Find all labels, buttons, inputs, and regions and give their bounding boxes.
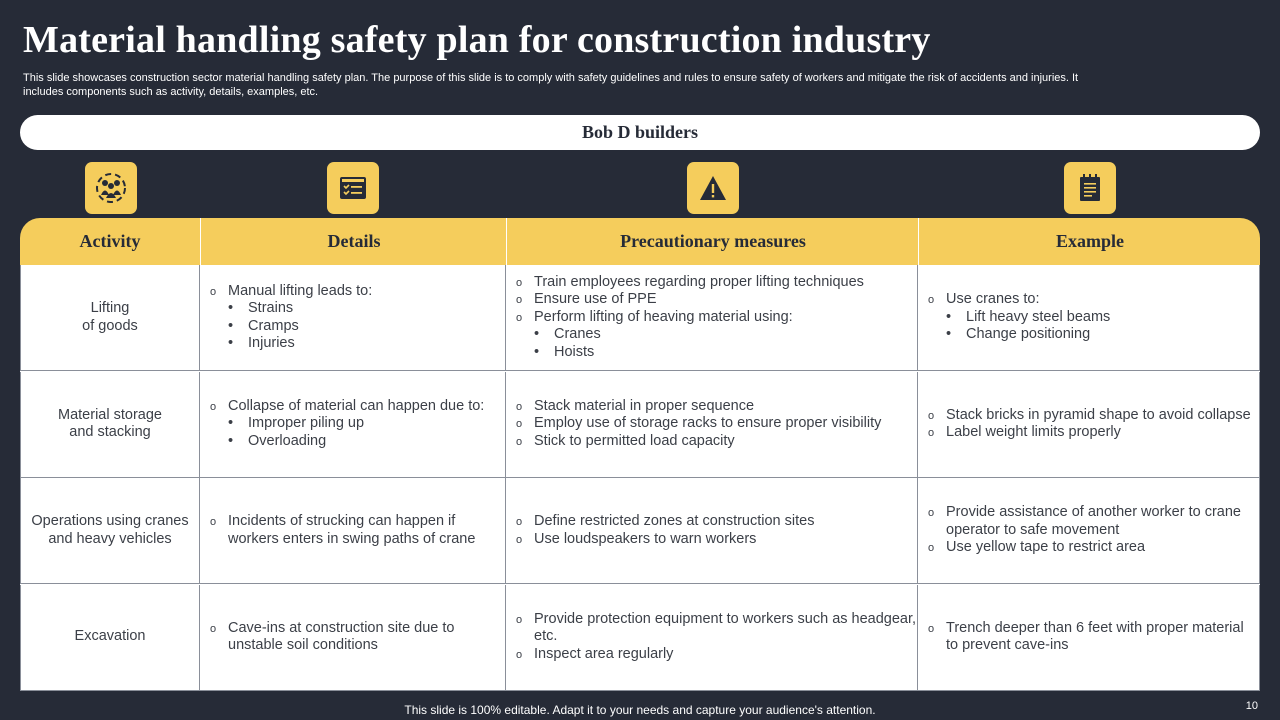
list-item: • Strains	[210, 300, 372, 318]
activity-cell	[20, 585, 200, 691]
company-name: Bob D builders	[581, 122, 699, 142]
header-precautionary-measures: Precautionary measures	[506, 218, 919, 265]
header-example: Example	[918, 218, 1261, 265]
table-body	[20, 265, 1260, 691]
example-list	[918, 291, 1110, 344]
safety-plan-table	[20, 218, 1260, 691]
list-item: • Cramps	[210, 318, 372, 336]
list-item: • Lift heavy steel beams	[928, 309, 1110, 327]
table-row	[20, 585, 1260, 691]
activity-cell	[20, 265, 200, 371]
details-list	[200, 398, 484, 451]
footer-note: This slide is 100% editable. Adapt it to your needs and capture your audience's attention.	[404, 703, 876, 717]
details-list	[200, 620, 505, 655]
measures-list	[506, 513, 814, 548]
list-item: o Use loudspeakers to warn workers	[516, 531, 814, 549]
list-item: • Overloading	[210, 433, 484, 451]
list-item: o Collapse of material can happen due to:	[210, 398, 484, 416]
example-list	[918, 504, 1259, 557]
example-cell	[918, 265, 1260, 371]
list-item: o Incidents of strucking can happen if workers enters in swing paths of crane	[210, 513, 505, 548]
list-item: o Define restricted zones at construction sites	[516, 513, 814, 531]
company-banner	[20, 115, 1260, 150]
list-item: o Provide assistance of another worker to crane operator to safe movement	[928, 504, 1259, 539]
list-item: o Stack material in proper sequence	[516, 398, 881, 416]
example-list	[918, 620, 1259, 655]
list-item: o Inspect area regularly	[516, 646, 917, 664]
list-item: o Trench deeper than 6 feet with proper material to prevent cave-ins	[928, 620, 1259, 655]
measures-cell	[506, 478, 918, 584]
activity-cell	[20, 478, 200, 584]
notepad-icon	[1064, 162, 1116, 214]
measures-cell	[506, 585, 918, 691]
list-item: o Label weight limits properly	[928, 424, 1251, 442]
workers-icon	[85, 162, 137, 214]
example-cell	[918, 585, 1260, 691]
list-item: • Injuries	[210, 335, 372, 353]
list-item: o Use yellow tape to restrict area	[928, 539, 1259, 557]
table-header	[20, 218, 1260, 265]
example-cell	[918, 478, 1260, 584]
details-cell	[200, 372, 506, 478]
list-item: o Employ use of storage racks to ensure proper visibility	[516, 415, 881, 433]
list-item: o Provide protection equipment to workers such as headgear, etc.	[516, 611, 917, 646]
example-list	[918, 407, 1251, 442]
details-cell	[200, 478, 506, 584]
header-details: Details	[200, 218, 507, 265]
list-item: o Stack bricks in pyramid shape to avoid collapse	[928, 407, 1251, 425]
activity-label: Excavation	[74, 628, 146, 645]
list-item: o Use cranes to:	[928, 291, 1110, 309]
list-item: • Hoists	[516, 344, 864, 362]
list-item: • Cranes	[516, 326, 864, 344]
warning-icon	[687, 162, 739, 214]
list-item: o Cave-ins at construction site due to unstable soil conditions	[210, 620, 505, 655]
slide-subtitle: This slide showcases construction sector material handling safety plan. The purpose of this slide is to comply with safety guidelines and rules to ensure safety of workers and mitigate the risk of accidents and injuries. It includes components such as activity, details, examples, etc.	[23, 72, 1079, 98]
header-activity: Activity	[79, 231, 141, 251]
activity-label: Operations using cranes and heavy vehicles	[31, 513, 189, 547]
measures-cell	[506, 372, 918, 478]
details-cell	[200, 265, 506, 371]
activity-label: Lifting of goods	[82, 300, 138, 334]
list-item: o Perform lifting of heaving material using:	[516, 309, 864, 327]
list-item: • Change positioning	[928, 326, 1110, 344]
table-row	[20, 478, 1260, 584]
measures-list	[506, 611, 917, 664]
slide-title: Material handling safety plan for construction industry	[23, 19, 931, 61]
measures-list	[506, 274, 864, 362]
activity-cell	[20, 372, 200, 478]
example-cell	[918, 372, 1260, 478]
checklist-icon	[327, 162, 379, 214]
details-list	[200, 283, 372, 353]
table-row	[20, 372, 1260, 478]
list-item: • Improper piling up	[210, 415, 484, 433]
details-list	[200, 513, 505, 548]
table-row	[20, 265, 1260, 371]
measures-cell	[506, 265, 918, 371]
list-item: o Train employees regarding proper lifting techniques	[516, 274, 864, 292]
page-number: 10	[1245, 700, 1258, 712]
list-item: o Manual lifting leads to:	[210, 283, 372, 301]
list-item: o Stick to permitted load capacity	[516, 433, 881, 451]
details-cell	[200, 585, 506, 691]
activity-label: Material storage and stacking	[58, 406, 162, 440]
list-item: o Ensure use of PPE	[516, 291, 864, 309]
measures-list	[506, 398, 881, 451]
